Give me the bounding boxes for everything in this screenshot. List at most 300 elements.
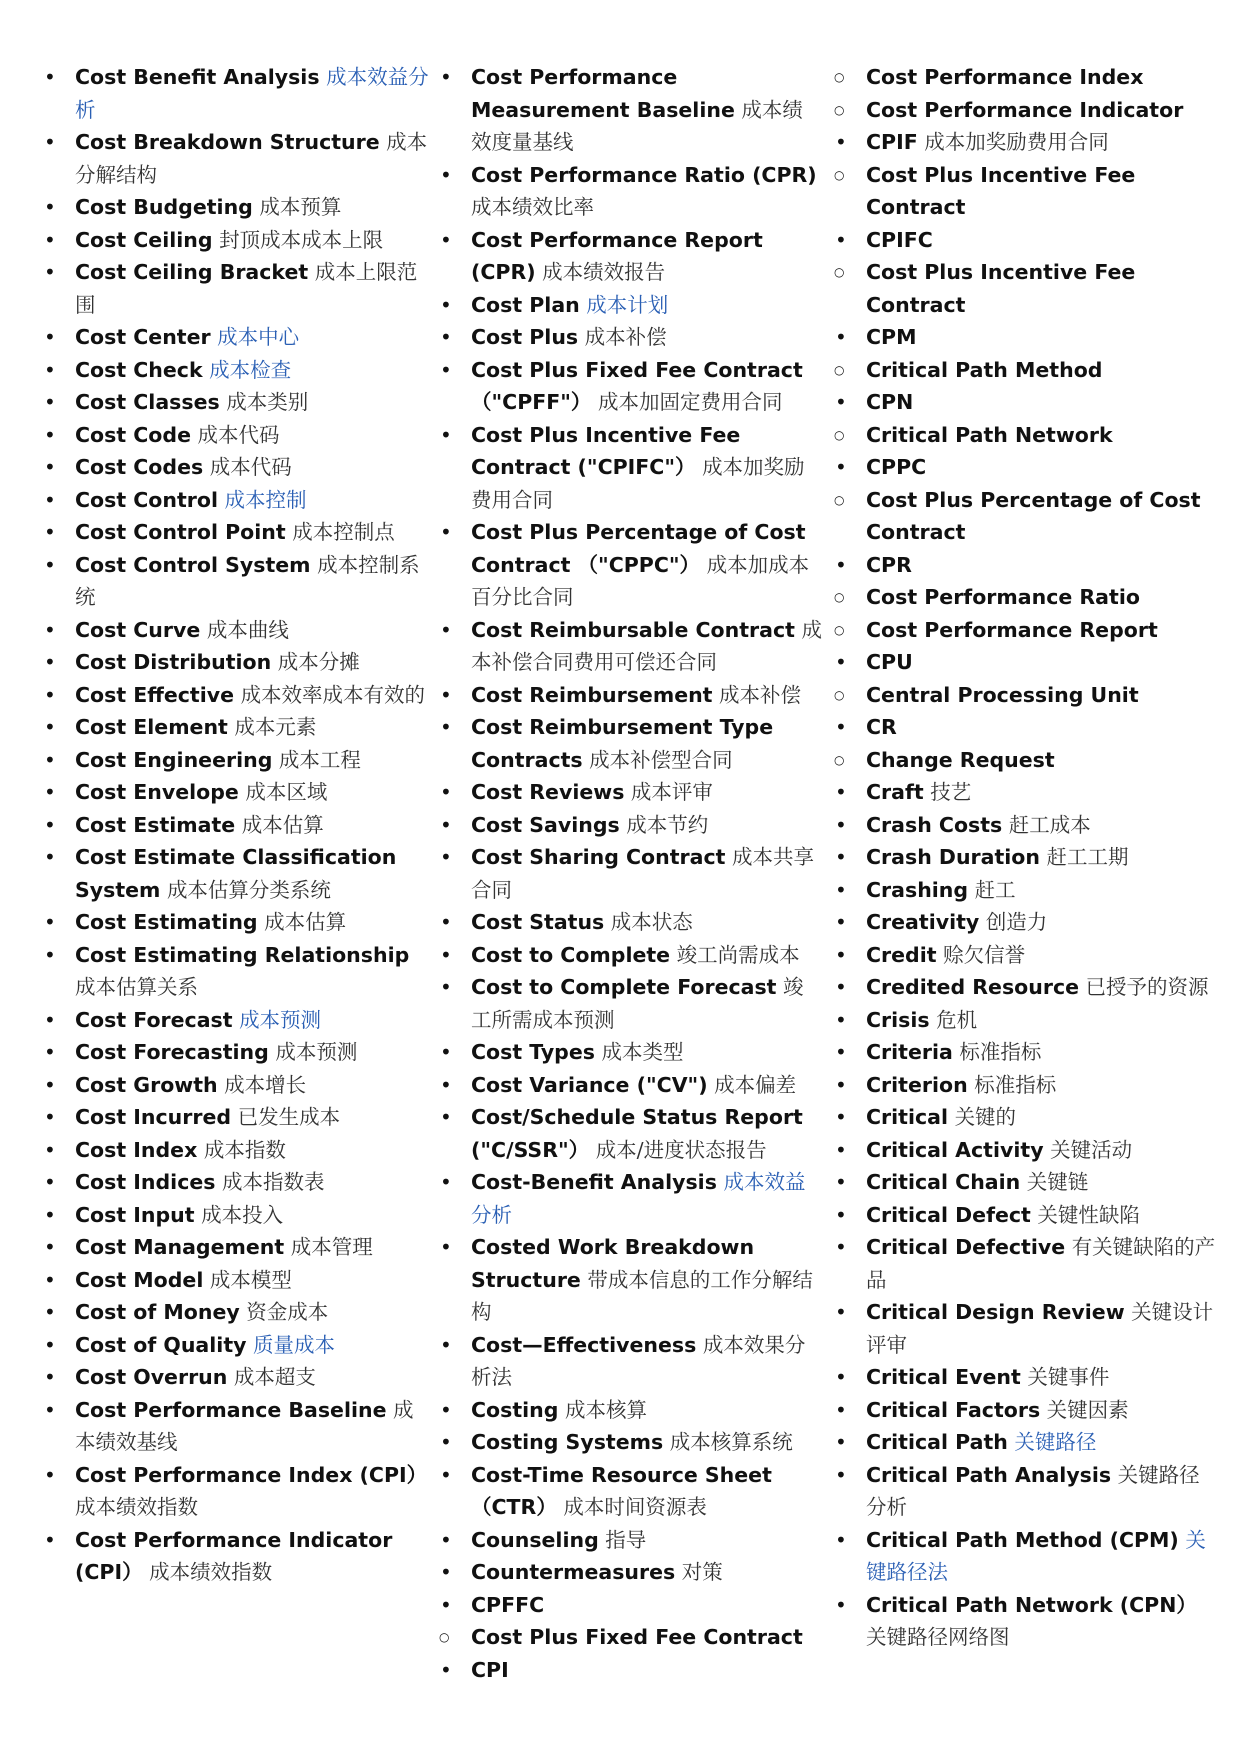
term-english: Cost Control bbox=[75, 487, 219, 512]
term-chinese: 关键设计评审 bbox=[866, 1300, 1214, 1357]
term-english: Cost Center bbox=[75, 325, 211, 349]
term-chinese: 成本增长 bbox=[224, 1072, 307, 1097]
term-chinese: 成本管理 bbox=[290, 1235, 373, 1259]
glossary-entry bbox=[75, 1199, 429, 1232]
term-english: Critical Path Analysis bbox=[866, 1462, 1112, 1487]
term-english: Cost—Effectiveness bbox=[471, 1332, 697, 1357]
glossary-entry bbox=[471, 614, 823, 679]
term-chinese: 成本控制点 bbox=[292, 520, 395, 544]
glossary-entry bbox=[866, 1134, 1216, 1167]
term-english: Cost Performance Index (CPI） bbox=[75, 1462, 428, 1487]
glossary-entry bbox=[866, 874, 1216, 907]
term-chinese: 成本分解结构 bbox=[75, 130, 428, 187]
term-chinese: 成本核算 bbox=[564, 1397, 647, 1422]
term-english: Critical Design Review bbox=[866, 1300, 1125, 1324]
glossary-entry bbox=[866, 451, 1216, 484]
term-english: CPU bbox=[866, 650, 913, 674]
term-english: Cost Envelope bbox=[75, 780, 239, 804]
term-english: CPPC bbox=[866, 455, 927, 479]
glossary-entry bbox=[75, 1231, 429, 1264]
glossary-sub-entry bbox=[866, 256, 1216, 321]
glossary-entry bbox=[75, 61, 429, 126]
term-chinese-link[interactable]: 成本计划 bbox=[586, 292, 669, 317]
term-english: Cost Ceiling Bracket bbox=[75, 260, 309, 284]
term-chinese: 成本状态 bbox=[610, 910, 693, 934]
term-chinese-link[interactable]: 关键路径 bbox=[1014, 1430, 1097, 1454]
term-english: Cost Check bbox=[75, 357, 203, 382]
glossary-entry bbox=[75, 549, 429, 614]
glossary-entry bbox=[866, 1101, 1216, 1134]
term-english: Cost Plus Incentive Fee Contract bbox=[866, 162, 1136, 219]
glossary-column-2 bbox=[471, 61, 823, 1686]
term-english: Cost to Complete Forecast bbox=[471, 975, 777, 999]
term-english: Cost Budgeting bbox=[75, 195, 253, 219]
glossary-entry bbox=[75, 1166, 429, 1199]
glossary-sub-entry bbox=[866, 61, 1216, 94]
term-english: Cost Plus Incentive Fee Contract bbox=[866, 260, 1136, 317]
glossary-entry bbox=[75, 841, 429, 906]
term-chinese-link[interactable]: 成本效益分析 bbox=[75, 65, 429, 122]
glossary-sub-entry bbox=[471, 1621, 823, 1654]
glossary-entry bbox=[866, 1361, 1216, 1394]
term-chinese: 成本时间资源表 bbox=[563, 1495, 707, 1519]
term-english: Crash Costs bbox=[866, 812, 1003, 837]
glossary-entry bbox=[866, 1004, 1216, 1037]
glossary-entry bbox=[75, 386, 429, 419]
term-english: Cost of Money bbox=[75, 1300, 240, 1324]
term-english: Cost Model bbox=[75, 1267, 204, 1292]
glossary-entry bbox=[866, 1459, 1216, 1524]
term-chinese: 封顶成本成本上限 bbox=[219, 227, 384, 252]
term-english: Crash Duration bbox=[866, 845, 1040, 869]
glossary-sub-entry bbox=[866, 159, 1216, 224]
term-chinese-link[interactable]: 成本中心 bbox=[217, 325, 300, 349]
term-chinese: 关键路径分析 bbox=[866, 1462, 1200, 1519]
term-chinese: 赶工成本 bbox=[1008, 812, 1091, 837]
glossary-entry bbox=[75, 126, 429, 191]
term-english: Cost Plus Percentage of Cost Contract （"CPPC"） bbox=[471, 520, 806, 577]
term-chinese: 成本评审 bbox=[630, 780, 713, 804]
term-english: Cost to Complete bbox=[471, 942, 671, 967]
term-english: Cost Plan bbox=[471, 292, 580, 317]
term-chinese: 赶工 bbox=[974, 877, 1016, 902]
term-english: Cost Growth bbox=[75, 1072, 218, 1097]
term-chinese: 资金成本 bbox=[246, 1300, 329, 1324]
glossary-entry bbox=[866, 841, 1216, 874]
term-english: CPIFC bbox=[866, 227, 933, 252]
term-english: Cost Performance Measurement Baseline bbox=[471, 65, 735, 122]
term-english: Cost Reviews bbox=[471, 780, 625, 804]
term-chinese: 成本节约 bbox=[626, 812, 709, 837]
term-chinese: 成本类型 bbox=[601, 1040, 684, 1064]
term-english: Credit bbox=[866, 942, 937, 967]
glossary-entry bbox=[866, 646, 1216, 679]
glossary-entry bbox=[471, 289, 823, 322]
term-english: Cost Plus bbox=[471, 325, 579, 349]
glossary-entry bbox=[471, 516, 823, 614]
term-chinese: 成本上限范围 bbox=[75, 260, 418, 317]
term-chinese: 成本加奖励费用合同 bbox=[471, 455, 805, 512]
glossary-entry bbox=[75, 1004, 429, 1037]
term-chinese: 成本预算 bbox=[259, 195, 342, 219]
term-english: Cost Plus Fixed Fee Contract （"CPFF"） bbox=[471, 357, 803, 414]
term-english: Cost Estimating bbox=[75, 910, 258, 934]
glossary-sub-entry bbox=[866, 614, 1216, 647]
glossary-entry bbox=[471, 939, 823, 972]
glossary-sub-entry bbox=[866, 581, 1216, 614]
term-chinese: 竣工所需成本预测 bbox=[471, 975, 804, 1032]
glossary-entry bbox=[75, 1459, 429, 1524]
term-english: Cost Estimate bbox=[75, 812, 236, 837]
term-english: Cost Estimating Relationship bbox=[75, 942, 410, 967]
glossary-entry bbox=[75, 256, 429, 321]
glossary-entry bbox=[866, 224, 1216, 257]
glossary-entry bbox=[471, 1654, 823, 1687]
glossary-entry bbox=[471, 321, 823, 354]
term-english: Cost Engineering bbox=[75, 747, 273, 772]
glossary-entry bbox=[75, 224, 429, 257]
term-english: Criteria bbox=[866, 1040, 953, 1064]
glossary-entry bbox=[75, 1101, 429, 1134]
glossary-entry bbox=[866, 1166, 1216, 1199]
glossary-entry bbox=[75, 1296, 429, 1329]
glossary-entry bbox=[866, 1589, 1216, 1654]
term-chinese: 成本曲线 bbox=[206, 617, 289, 642]
term-english: Crisis bbox=[866, 1007, 930, 1032]
term-english: Cost Performance Indicator (CPI） bbox=[75, 1527, 393, 1584]
term-chinese: 成本绩效度量基线 bbox=[471, 97, 803, 154]
glossary-entry bbox=[75, 646, 429, 679]
term-english: Cost Performance Ratio (CPR) bbox=[471, 162, 817, 187]
term-chinese-link[interactable]: 成本控制 bbox=[224, 487, 307, 512]
glossary-column-1 bbox=[75, 61, 429, 1589]
term-chinese: 关键因素 bbox=[1046, 1397, 1129, 1422]
term-english: Cost Performance Baseline bbox=[75, 1397, 387, 1422]
term-english: Cost Control System bbox=[75, 552, 311, 577]
term-chinese: 成本效果分析法 bbox=[471, 1332, 806, 1389]
term-english: Cost Estimate Classification System bbox=[75, 845, 397, 902]
glossary-entry bbox=[471, 1101, 823, 1166]
glossary-entry bbox=[75, 516, 429, 549]
term-english: Cost Incurred bbox=[75, 1105, 232, 1129]
term-english: Cost Performance Report (CPR) bbox=[471, 227, 763, 284]
glossary-entry bbox=[471, 224, 823, 289]
term-english: Cost Forecasting bbox=[75, 1040, 269, 1064]
glossary-entry bbox=[75, 679, 429, 712]
term-chinese: 指导 bbox=[605, 1527, 647, 1552]
term-english: Cost Distribution bbox=[75, 650, 272, 674]
term-english: Cost Sharing Contract bbox=[471, 845, 726, 869]
term-chinese: 成本区域 bbox=[245, 780, 328, 804]
term-english: Craft bbox=[866, 780, 924, 804]
glossary-entry bbox=[471, 809, 823, 842]
glossary-column-3 bbox=[866, 61, 1216, 1654]
term-english: Costing Systems bbox=[471, 1430, 664, 1454]
term-chinese: 危机 bbox=[936, 1007, 978, 1032]
term-english: CR bbox=[866, 715, 897, 739]
term-chinese: 赊欠信誉 bbox=[943, 942, 1026, 967]
term-chinese: 竣工尚需成本 bbox=[676, 942, 800, 967]
term-english: Cost Reimbursable Contract bbox=[471, 617, 795, 642]
term-chinese: 成本加奖励费用合同 bbox=[924, 130, 1109, 154]
term-english: CPM bbox=[866, 325, 917, 349]
glossary-entry bbox=[471, 1069, 823, 1102]
term-english: Cost Control Point bbox=[75, 520, 286, 544]
term-chinese: 成本类别 bbox=[226, 390, 309, 414]
glossary-entry bbox=[866, 386, 1216, 419]
term-chinese: 成本/进度状态报告 bbox=[595, 1137, 767, 1162]
term-chinese-link[interactable]: 成本预测 bbox=[239, 1007, 322, 1032]
term-chinese-link[interactable]: 关键路径法 bbox=[866, 1527, 1206, 1584]
term-chinese: 成本补偿 bbox=[584, 325, 667, 349]
glossary-entry bbox=[866, 1524, 1216, 1589]
term-english: Critical Factors bbox=[866, 1397, 1041, 1422]
glossary-entry bbox=[866, 1394, 1216, 1427]
term-chinese: 成本指数 bbox=[203, 1137, 286, 1162]
term-chinese: 成本加成本百分比合同 bbox=[471, 552, 810, 609]
glossary-entry bbox=[866, 1036, 1216, 1069]
glossary-entry bbox=[866, 1426, 1216, 1459]
glossary-entry bbox=[75, 419, 429, 452]
term-english: Cost Code bbox=[75, 422, 191, 447]
term-english: Critical bbox=[866, 1105, 949, 1129]
term-chinese: 成本代码 bbox=[209, 455, 292, 479]
glossary-entry bbox=[471, 1556, 823, 1589]
glossary-entry bbox=[866, 809, 1216, 842]
term-chinese: 成本绩效报告 bbox=[542, 260, 666, 284]
term-english: Critical Defective bbox=[866, 1235, 1066, 1259]
term-chinese: 成本投入 bbox=[201, 1202, 284, 1227]
glossary-entry bbox=[75, 1329, 429, 1362]
glossary-entry bbox=[75, 321, 429, 354]
glossary-entry bbox=[75, 809, 429, 842]
term-chinese: 成本补偿 bbox=[719, 682, 802, 707]
term-chinese: 关键事件 bbox=[1027, 1365, 1110, 1389]
term-english: Cost Ceiling bbox=[75, 227, 213, 252]
glossary-sub-entry bbox=[866, 484, 1216, 549]
term-english: Central Processing Unit bbox=[866, 682, 1139, 707]
term-english: Change Request bbox=[866, 747, 1055, 772]
term-chinese: 成本加固定费用合同 bbox=[597, 390, 783, 414]
term-english: Cost Variance ("CV") bbox=[471, 1072, 708, 1097]
glossary-entry bbox=[866, 1199, 1216, 1232]
term-chinese: 已授予的资源 bbox=[1085, 975, 1209, 999]
term-chinese: 标准指标 bbox=[959, 1040, 1042, 1064]
term-chinese: 成本元素 bbox=[234, 715, 317, 739]
term-chinese: 成本控制系统 bbox=[75, 552, 420, 609]
term-chinese: 成本指数表 bbox=[221, 1170, 325, 1194]
term-english: Cost Indices bbox=[75, 1170, 216, 1194]
term-english: Critical Path Method bbox=[866, 357, 1103, 382]
term-english: Cost Codes bbox=[75, 455, 204, 479]
term-chinese: 成本补偿型合同 bbox=[589, 747, 733, 772]
glossary-entry bbox=[471, 159, 823, 224]
term-chinese: 赶工工期 bbox=[1046, 845, 1129, 869]
term-english: CPIF bbox=[866, 130, 918, 154]
term-chinese: 成本绩效指数 bbox=[75, 1495, 198, 1519]
glossary-entry bbox=[75, 906, 429, 939]
glossary-entry bbox=[471, 1166, 823, 1231]
term-english: Critical Activity bbox=[866, 1137, 1044, 1162]
term-chinese: 成本绩效比率 bbox=[471, 195, 594, 219]
term-english: CPR bbox=[866, 552, 912, 577]
glossary-entry bbox=[866, 939, 1216, 972]
term-chinese: 标准指标 bbox=[974, 1072, 1057, 1097]
glossary-entry bbox=[471, 776, 823, 809]
term-english: Cost Forecast bbox=[75, 1007, 233, 1032]
glossary-entry bbox=[866, 549, 1216, 582]
term-english: Cost Plus Incentive Fee Contract ("CPIFC"） bbox=[471, 422, 741, 479]
term-chinese: 成本效率成本有效的 bbox=[240, 682, 426, 707]
glossary-entry bbox=[75, 1069, 429, 1102]
term-english: Creativity bbox=[866, 910, 980, 934]
term-chinese: 关键性缺陷 bbox=[1037, 1202, 1140, 1227]
glossary-entry bbox=[866, 971, 1216, 1004]
term-english: Countermeasures bbox=[471, 1560, 676, 1584]
term-english: Critical Defect bbox=[866, 1202, 1031, 1227]
term-english: Critical Path Network bbox=[866, 422, 1113, 447]
glossary-entry bbox=[471, 419, 823, 517]
glossary-entry bbox=[75, 711, 429, 744]
glossary-sub-entry bbox=[866, 94, 1216, 127]
term-chinese: 成本估算关系 bbox=[75, 975, 198, 999]
glossary-entry bbox=[471, 1426, 823, 1459]
glossary-entry bbox=[866, 1231, 1216, 1296]
term-chinese: 成本补偿合同费用可偿还合同 bbox=[471, 617, 822, 674]
term-chinese: 成本超支 bbox=[233, 1365, 316, 1389]
term-chinese: 成本绩效基线 bbox=[75, 1397, 414, 1454]
glossary-sub-entry bbox=[866, 679, 1216, 712]
term-english: Cost Reimbursement bbox=[471, 682, 713, 707]
term-english: Cost Status bbox=[471, 910, 605, 934]
term-chinese: 成本代码 bbox=[197, 422, 280, 447]
term-chinese: 成本绩效指数 bbox=[149, 1560, 273, 1584]
glossary-entry bbox=[75, 191, 429, 224]
term-chinese: 创造力 bbox=[985, 910, 1048, 934]
term-english: CPN bbox=[866, 390, 914, 414]
term-english: Cost Performance Indicator bbox=[866, 97, 1184, 122]
term-chinese: 成本共享合同 bbox=[471, 845, 814, 902]
term-chinese-link[interactable]: 质量成本 bbox=[253, 1332, 336, 1357]
glossary-entry bbox=[866, 906, 1216, 939]
term-chinese-link[interactable]: 成本检查 bbox=[209, 357, 292, 382]
glossary-entry bbox=[471, 1589, 823, 1622]
glossary-entry bbox=[75, 1264, 429, 1297]
glossary-entry bbox=[75, 1036, 429, 1069]
term-english: Cost-Time Resource Sheet （CTR） bbox=[471, 1462, 772, 1519]
term-english: Cost Types bbox=[471, 1040, 595, 1064]
term-english: Cost Savings bbox=[471, 812, 620, 837]
glossary-entry bbox=[471, 1524, 823, 1557]
term-english: Counseling bbox=[471, 1527, 599, 1552]
term-english: Critical Chain bbox=[866, 1170, 1021, 1194]
glossary-entry bbox=[75, 1361, 429, 1394]
glossary-entry bbox=[471, 971, 823, 1036]
glossary-entry bbox=[75, 1524, 429, 1589]
term-english: Crashing bbox=[866, 877, 969, 902]
glossary-entry bbox=[75, 354, 429, 387]
term-chinese: 成本估算分类系统 bbox=[166, 877, 331, 902]
term-chinese-link[interactable]: 成本效益分析 bbox=[471, 1170, 806, 1227]
term-chinese: 带成本信息的工作分解结构 bbox=[471, 1267, 813, 1324]
glossary-entry bbox=[471, 1231, 823, 1329]
glossary-entry bbox=[471, 1329, 823, 1394]
glossary-entry bbox=[75, 484, 429, 517]
glossary-entry bbox=[866, 126, 1216, 159]
term-english: Cost Input bbox=[75, 1202, 195, 1227]
term-chinese: 有关键缺陷的产品 bbox=[866, 1235, 1216, 1292]
term-english: Cost Performance Index bbox=[866, 65, 1144, 89]
term-english: Criterion bbox=[866, 1072, 968, 1097]
glossary-entry bbox=[866, 776, 1216, 809]
glossary-entry bbox=[866, 321, 1216, 354]
term-english: Costing bbox=[471, 1397, 559, 1422]
glossary-entry bbox=[75, 744, 429, 777]
term-english: Cost Reimbursement Type Contracts bbox=[471, 715, 774, 772]
glossary-entry bbox=[75, 451, 429, 484]
glossary-entry bbox=[471, 711, 823, 776]
term-english: Cost Plus Fixed Fee Contract bbox=[471, 1625, 803, 1649]
term-english: Cost of Quality bbox=[75, 1332, 247, 1357]
glossary-entry bbox=[471, 1459, 823, 1524]
glossary-entry bbox=[471, 906, 823, 939]
term-english: Credited Resource bbox=[866, 975, 1080, 999]
glossary-entry bbox=[471, 354, 823, 419]
term-english: Cost Performance Report bbox=[866, 617, 1158, 642]
term-chinese: 已发生成本 bbox=[237, 1105, 341, 1129]
term-english: Cost/Schedule Status Report ("C/SSR"） bbox=[471, 1105, 803, 1162]
term-chinese: 成本工程 bbox=[278, 747, 361, 772]
term-chinese: 关键链 bbox=[1026, 1170, 1089, 1194]
glossary-entry bbox=[471, 841, 823, 906]
term-english: Cost Element bbox=[75, 715, 228, 739]
glossary-entry bbox=[75, 1394, 429, 1459]
term-chinese: 成本分摊 bbox=[277, 650, 360, 674]
glossary-entry bbox=[75, 1134, 429, 1167]
glossary-sub-entry bbox=[866, 354, 1216, 387]
term-chinese: 成本预测 bbox=[275, 1040, 358, 1064]
term-chinese: 关键的 bbox=[954, 1105, 1017, 1129]
glossary-sub-entry bbox=[866, 744, 1216, 777]
glossary-entry bbox=[471, 679, 823, 712]
glossary-entry bbox=[75, 776, 429, 809]
term-english: Cost Performance Ratio bbox=[866, 585, 1140, 609]
term-english: Cost Curve bbox=[75, 617, 201, 642]
term-chinese: 成本模型 bbox=[209, 1267, 292, 1292]
term-english: Critical Path Network (CPN） bbox=[866, 1592, 1197, 1617]
term-english: Critical Path Method (CPM) bbox=[866, 1527, 1179, 1552]
term-chinese: 成本估算 bbox=[264, 910, 347, 934]
term-english: Cost Classes bbox=[75, 390, 220, 414]
term-chinese: 成本核算系统 bbox=[669, 1430, 793, 1454]
term-english: Cost Management bbox=[75, 1235, 285, 1259]
glossary-entry bbox=[866, 1069, 1216, 1102]
term-english: Cost-Benefit Analysis bbox=[471, 1170, 717, 1194]
glossary-sub-entry bbox=[866, 419, 1216, 452]
glossary-entry bbox=[471, 61, 823, 159]
term-english: Cost Overrun bbox=[75, 1365, 228, 1389]
term-chinese: 成本估算 bbox=[241, 812, 324, 837]
term-english: Critical Path bbox=[866, 1430, 1008, 1454]
term-english: Cost Plus Percentage of Cost Contract bbox=[866, 487, 1201, 544]
glossary-entry bbox=[866, 711, 1216, 744]
glossary-entry bbox=[866, 1296, 1216, 1361]
glossary-entry bbox=[75, 939, 429, 1004]
term-english: Cost Breakdown Structure bbox=[75, 130, 380, 154]
glossary-entry bbox=[471, 1036, 823, 1069]
glossary-entry bbox=[471, 1394, 823, 1427]
term-english: Critical Event bbox=[866, 1365, 1021, 1389]
